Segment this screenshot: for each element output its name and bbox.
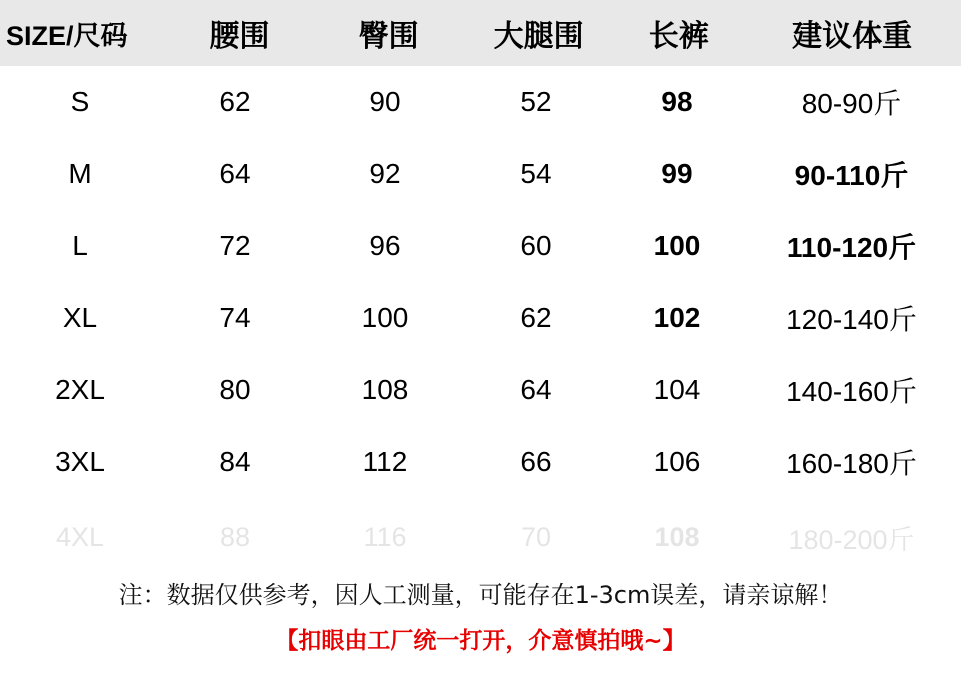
cell-hip: 100 (361, 302, 409, 333)
cell-weight: 160-180斤 (786, 448, 917, 479)
cell-weight: 80-90斤 (801, 88, 902, 119)
cell-hip: 108 (361, 374, 409, 405)
cell-thigh: 66 (520, 446, 552, 477)
cell-pants: 102 (653, 302, 701, 333)
cell-waist: 84 (219, 446, 251, 477)
cell-waist: 62 (219, 86, 251, 117)
cell-size: 4XL (55, 521, 105, 552)
table-row (0, 282, 961, 354)
cell-weight: 110-120斤 (786, 232, 917, 263)
cell-pants: 104 (653, 374, 701, 405)
cell-waist: 88 (219, 521, 251, 552)
cell-size: L (72, 230, 88, 261)
cell-size: M (68, 158, 92, 189)
table-row (0, 66, 961, 138)
table-row (0, 354, 961, 426)
cell-waist: 64 (219, 158, 251, 189)
cell-thigh: 62 (520, 302, 552, 333)
cell-weight: 180-200斤 (788, 524, 915, 555)
cell-size: S (70, 86, 90, 117)
cell-waist: 74 (219, 302, 251, 333)
cell-size: 3XL (55, 446, 105, 477)
table-row (0, 210, 961, 282)
cell-hip: 96 (369, 230, 401, 261)
cell-hip: 92 (369, 158, 401, 189)
cell-pants: 99 (661, 158, 693, 189)
cell-thigh: 64 (520, 374, 552, 405)
cell-waist: 72 (219, 230, 251, 261)
header-size: SIZE/尺码 (6, 20, 128, 51)
cell-waist: 80 (219, 374, 251, 405)
faded-table-row (0, 508, 961, 566)
cell-hip: 90 (369, 86, 401, 117)
cell-weight: 140-160斤 (786, 376, 917, 407)
buttonhole-warning: 【扣眼由工厂统一打开，介意慎拍哦~】 (275, 628, 686, 654)
cell-weight: 120-140斤 (786, 304, 917, 335)
cell-size: 2XL (55, 374, 105, 405)
header-pants: 长裤 (648, 20, 709, 53)
cell-hip: 116 (363, 521, 407, 552)
header-waist: 腰围 (209, 20, 270, 53)
cell-thigh: 60 (520, 230, 552, 261)
header-thigh: 大腿围 (493, 20, 584, 53)
cell-pants: 98 (661, 86, 693, 117)
measurement-note: 注：数据仅供参考，因人工测量，可能存在1-3cm误差，请亲谅解！ (118, 581, 843, 609)
cell-pants: 100 (653, 230, 701, 261)
table-body (0, 66, 961, 498)
cell-pants: 106 (653, 446, 701, 477)
cell-thigh: 52 (520, 86, 552, 117)
header-weight: 建议体重 (792, 20, 913, 53)
cell-thigh: 70 (520, 521, 552, 552)
cell-thigh: 54 (520, 158, 552, 189)
table-row (0, 426, 961, 498)
header-hip: 臀围 (358, 20, 419, 53)
cell-size: XL (62, 302, 98, 333)
cell-weight: 90-110斤 (794, 160, 909, 191)
cell-pants: 108 (654, 521, 700, 552)
table-header-row (0, 0, 961, 66)
table-row (0, 138, 961, 210)
cell-hip: 112 (362, 446, 408, 477)
